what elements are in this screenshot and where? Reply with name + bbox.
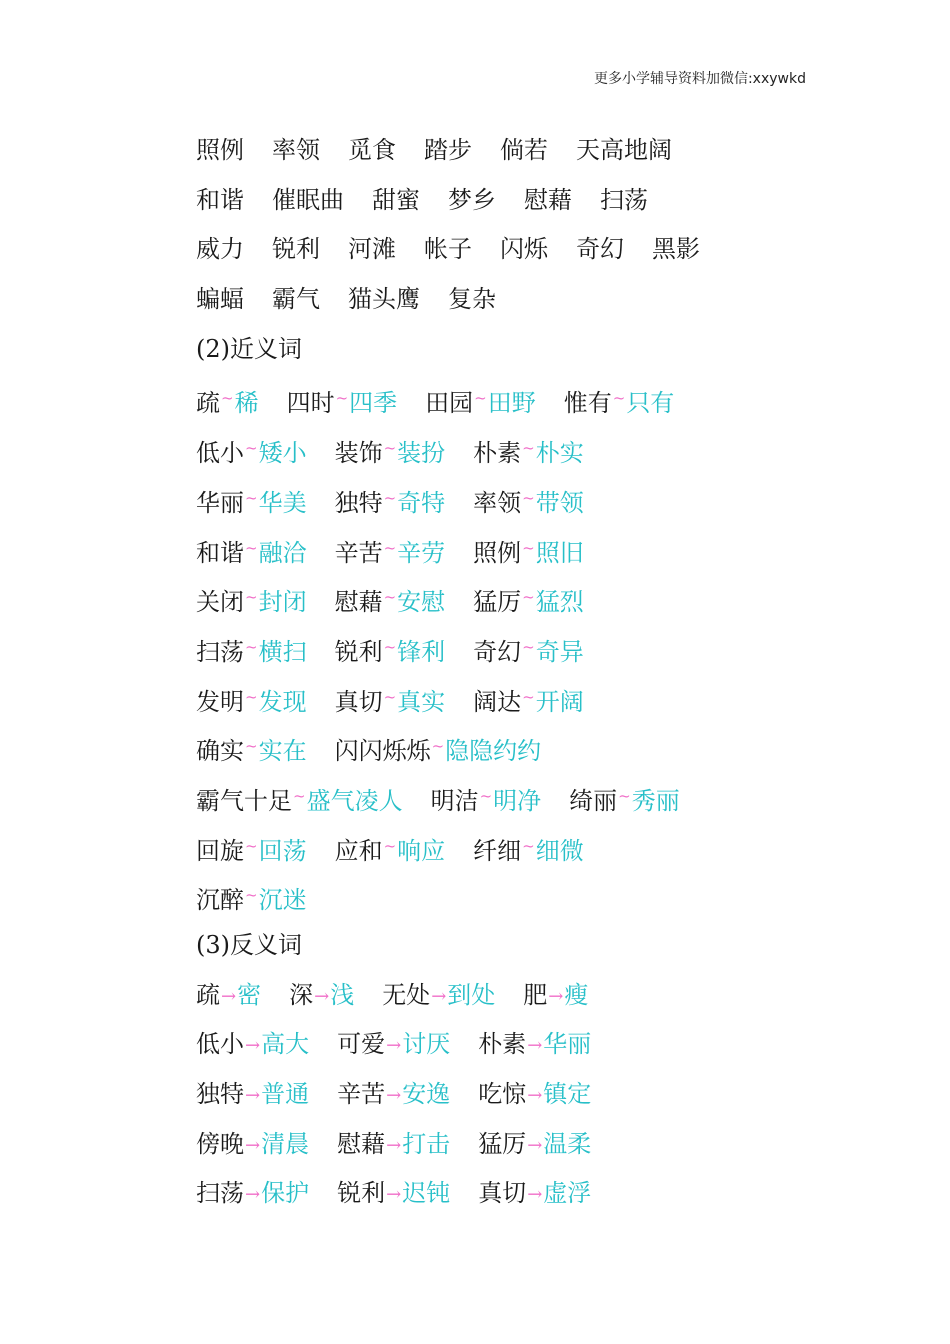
word: 疏 — [196, 980, 220, 1009]
answer-word: 回荡 — [258, 836, 307, 865]
synonym-pair — [196, 822, 307, 877]
word: 应和 — [334, 836, 383, 865]
answer-word: 细微 — [535, 836, 584, 865]
answer-word: 普通 — [261, 1080, 310, 1109]
answer-word: 华丽 — [543, 1030, 592, 1059]
answer-word: 奇异 — [535, 637, 584, 666]
synonym-pair — [569, 772, 680, 827]
synonym-pair — [335, 722, 542, 777]
word: 吃惊 — [478, 1080, 527, 1109]
answer-word: 清晨 — [261, 1129, 310, 1158]
antonym-pair-marker: → — [245, 1134, 261, 1156]
word: 倘若 — [500, 136, 548, 164]
synonym-pair-marker: ~ — [474, 389, 487, 408]
antonym-pair-marker: → — [221, 985, 237, 1007]
antonym-pair-marker: → — [386, 1035, 402, 1057]
synonym-pair-marker: ~ — [383, 538, 397, 557]
word: 和谐 — [196, 185, 244, 214]
word: 傍晚 — [196, 1129, 244, 1158]
answer-word: 打击 — [402, 1129, 451, 1158]
word: 慰藉 — [337, 1129, 386, 1158]
antonym-pair-marker: → — [245, 1085, 261, 1107]
answer-word: 稀 — [234, 389, 259, 418]
word: 扫荡 — [196, 637, 244, 666]
answer-word: 盛气凌人 — [306, 786, 403, 815]
answer-word: 密 — [237, 980, 262, 1009]
synonym-pair — [196, 524, 307, 579]
synonym-pair — [473, 822, 584, 877]
word: 可爱 — [337, 1030, 386, 1059]
answer-word: 发现 — [258, 687, 307, 716]
synonym-pair-marker: ~ — [618, 786, 631, 805]
antonyms-heading: (3)反义词 — [196, 931, 302, 959]
synonym-pair-marker: ~ — [245, 737, 258, 756]
antonym-list — [196, 971, 816, 1219]
answer-word: 迟钝 — [402, 1179, 451, 1208]
antonym-pair-row — [196, 1169, 816, 1219]
answer-word: 融洽 — [258, 538, 307, 567]
synonym-pair — [335, 474, 446, 529]
answer-word: 横扫 — [258, 637, 307, 666]
answer-word: 实在 — [258, 737, 307, 766]
vocabulary-content — [196, 126, 816, 1219]
synonym-pair-marker: ~ — [612, 389, 626, 408]
word: 天高地阔 — [576, 136, 672, 164]
antonym-pair-row — [196, 1120, 816, 1170]
synonym-pair-marker: ~ — [245, 488, 258, 507]
word: 锐利 — [334, 637, 383, 666]
answer-word: 虚浮 — [543, 1179, 592, 1208]
answer-word: 高大 — [261, 1030, 310, 1059]
antonym-pair — [337, 1070, 450, 1121]
synonym-pair — [335, 424, 446, 479]
antonym-pair — [337, 1120, 450, 1171]
word: 照例 — [196, 136, 244, 164]
synonym-pair — [425, 374, 536, 429]
synonym-pair — [473, 424, 584, 479]
synonym-pair — [335, 673, 446, 728]
synonym-pair-marker: ~ — [383, 588, 397, 607]
answer-word: 矮小 — [258, 439, 307, 468]
synonym-pair-marker: ~ — [383, 439, 397, 458]
synonym-pair — [564, 374, 675, 429]
word: 阔达 — [473, 687, 522, 716]
word: 真切 — [334, 687, 383, 716]
synonym-pair-marker: ~ — [335, 389, 349, 408]
antonym-pair — [196, 971, 261, 1022]
synonym-pair-marker: ~ — [245, 886, 258, 905]
word: 催眠曲 — [272, 185, 344, 214]
synonym-pair — [196, 374, 259, 429]
answer-word: 瘦 — [564, 980, 589, 1009]
word-row — [196, 126, 816, 176]
synonym-pair-row — [196, 623, 816, 673]
word: 帐子 — [424, 235, 472, 264]
synonym-pair — [473, 623, 584, 678]
synonym-pair-marker: ~ — [383, 637, 397, 656]
synonym-pair-row — [196, 474, 816, 524]
synonym-pair-marker: ~ — [522, 637, 535, 656]
synonym-pair — [473, 673, 584, 728]
synonym-pair — [196, 474, 307, 529]
synonym-pair — [335, 524, 446, 579]
synonym-pair — [196, 573, 307, 628]
synonym-pair-row — [196, 573, 816, 623]
word: 扫荡 — [600, 185, 648, 214]
word: 慰藉 — [524, 185, 572, 214]
answer-word: 奇特 — [397, 488, 446, 517]
word: 绮丽 — [569, 786, 618, 815]
answer-word: 朴实 — [535, 439, 584, 468]
synonym-pair-row — [196, 673, 816, 723]
answer-word: 辛劳 — [397, 538, 446, 567]
answer-word: 真实 — [397, 687, 446, 716]
antonym-pair — [478, 1120, 591, 1171]
answer-word: 封闭 — [258, 588, 307, 617]
answer-word: 华美 — [258, 488, 307, 517]
antonym-pair-marker: → — [527, 1085, 543, 1107]
synonym-pair-row — [196, 374, 816, 424]
synonym-pair — [431, 772, 542, 827]
word: 奇幻 — [576, 235, 624, 264]
synonym-pair-marker: ~ — [293, 786, 306, 805]
synonym-pair-marker: ~ — [522, 836, 535, 855]
word-row — [196, 176, 816, 226]
answer-word: 秀丽 — [631, 786, 680, 815]
word: 甜蜜 — [372, 185, 420, 214]
synonym-pair-marker: ~ — [383, 687, 397, 706]
synonym-pair — [196, 871, 307, 926]
word: 梦乡 — [448, 185, 496, 214]
synonym-pair-marker: ~ — [245, 637, 258, 656]
antonym-pair-marker: → — [314, 985, 330, 1007]
word: 踏步 — [424, 136, 472, 164]
antonym-pair-marker: → — [245, 1184, 261, 1206]
synonym-pair-marker: ~ — [245, 836, 258, 855]
word: 猛厉 — [473, 588, 522, 617]
answer-word: 安慰 — [397, 588, 446, 617]
antonym-pair — [382, 971, 495, 1022]
antonym-pair-marker: → — [548, 985, 564, 1007]
antonym-pair-row — [196, 971, 816, 1021]
word: 关闭 — [196, 588, 244, 617]
word: 觅食 — [348, 136, 396, 164]
word: 独特 — [334, 488, 383, 517]
antonym-pair-row — [196, 1020, 816, 1070]
synonym-pair-marker: ~ — [245, 439, 258, 458]
synonym-pair — [196, 722, 307, 777]
synonym-pair-marker: ~ — [522, 488, 535, 507]
synonym-pair-row — [196, 722, 816, 772]
word: 霸气十足 — [196, 786, 292, 815]
word: 慰藉 — [334, 588, 383, 617]
synonym-pair-marker: ~ — [245, 538, 258, 557]
synonym-pair-row — [196, 772, 816, 822]
answer-word: 田野 — [487, 389, 536, 418]
synonym-pair-marker: ~ — [245, 687, 258, 706]
answer-word: 讨厌 — [402, 1030, 451, 1059]
antonym-pair-marker: → — [527, 1134, 543, 1156]
antonym-pair — [196, 1169, 309, 1220]
synonym-pair-marker: ~ — [522, 687, 535, 706]
word: 威力 — [196, 235, 244, 264]
word: 装饰 — [334, 439, 383, 468]
word: 无处 — [382, 980, 431, 1009]
word: 惟有 — [563, 389, 612, 418]
antonym-pair-marker: → — [386, 1134, 402, 1156]
word: 低小 — [196, 439, 244, 468]
word: 回旋 — [196, 836, 244, 865]
word: 河滩 — [348, 235, 396, 264]
synonym-pair — [196, 772, 403, 827]
answer-word: 到处 — [447, 980, 496, 1009]
answer-word: 镇定 — [543, 1080, 592, 1109]
synonym-list — [196, 374, 816, 921]
synonym-pair-marker: ~ — [383, 488, 397, 507]
word: 黑影 — [652, 235, 700, 264]
synonym-pair-marker: ~ — [245, 588, 258, 607]
answer-word: 带领 — [535, 488, 584, 517]
antonym-pair — [196, 1070, 309, 1121]
word: 率领 — [473, 488, 522, 517]
word: 沉醉 — [196, 886, 244, 915]
synonym-pair-marker: ~ — [221, 389, 234, 408]
answer-word: 照旧 — [535, 538, 584, 567]
synonym-pair-marker: ~ — [479, 786, 493, 805]
word: 肥 — [523, 980, 548, 1009]
synonym-pair-row — [196, 524, 816, 574]
antonym-pair — [337, 1169, 450, 1220]
word: 猛厉 — [478, 1129, 527, 1158]
antonym-pair — [478, 1169, 591, 1220]
answer-word: 浅 — [330, 980, 355, 1009]
answer-word: 保护 — [261, 1179, 310, 1208]
word: 朴素 — [478, 1030, 527, 1059]
answer-word: 猛烈 — [535, 588, 584, 617]
word: 照例 — [473, 538, 522, 567]
antonym-pair-marker: → — [386, 1085, 402, 1107]
word: 深 — [289, 980, 314, 1009]
word-list — [196, 126, 816, 325]
synonym-pair-marker: ~ — [522, 588, 535, 607]
synonym-pair — [335, 573, 446, 628]
antonym-pair — [523, 971, 588, 1022]
synonym-pair-marker: ~ — [522, 439, 535, 458]
synonym-pair — [335, 623, 446, 678]
synonym-pair — [196, 424, 307, 479]
word: 霸气 — [272, 285, 320, 314]
word: 低小 — [196, 1030, 244, 1059]
synonym-pair-marker: ~ — [383, 836, 397, 855]
word: 猫头鹰 — [348, 285, 420, 314]
synonym-pair-marker: ~ — [431, 737, 445, 756]
antonym-pair-row — [196, 1070, 816, 1120]
answer-word: 锋利 — [397, 637, 446, 666]
word: 真切 — [478, 1179, 527, 1208]
word: 田园 — [425, 389, 474, 418]
word-row — [196, 275, 816, 325]
answer-word: 装扮 — [397, 439, 446, 468]
word: 奇幻 — [473, 637, 522, 666]
synonym-pair — [473, 474, 584, 529]
answer-word: 只有 — [626, 389, 675, 418]
word: 闪烁 — [500, 235, 548, 264]
synonym-pair — [196, 623, 307, 678]
word: 发明 — [196, 687, 244, 716]
word: 蝙蝠 — [196, 285, 244, 314]
word: 率领 — [272, 136, 320, 164]
synonym-pair — [287, 374, 398, 429]
synonym-pair-row — [196, 424, 816, 474]
antonym-pair — [196, 1120, 309, 1171]
antonym-pair — [337, 1020, 450, 1071]
word: 独特 — [196, 1080, 244, 1109]
word: 闪闪烁烁 — [334, 737, 431, 766]
synonyms-heading: (2)近义词 — [196, 334, 302, 363]
word: 确实 — [196, 737, 244, 766]
answer-word: 明净 — [493, 786, 542, 815]
word: 朴素 — [473, 439, 522, 468]
answer-word: 四季 — [349, 389, 398, 418]
antonym-pair-marker: → — [527, 1184, 543, 1206]
synonym-pair — [196, 673, 307, 728]
answer-word: 温柔 — [543, 1129, 592, 1158]
antonym-pair-marker: → — [386, 1184, 402, 1206]
word: 复杂 — [448, 285, 496, 314]
synonym-pair — [473, 524, 584, 579]
antonym-pair — [478, 1020, 591, 1071]
answer-word: 隐隐约约 — [445, 737, 542, 766]
answer-word: 开阔 — [535, 687, 584, 716]
header-note: 更多小学辅导资料加微信:xxywkd — [593, 71, 806, 87]
antonym-pair — [196, 1020, 309, 1071]
word: 疏 — [196, 389, 220, 418]
word: 辛苦 — [334, 538, 383, 567]
antonym-pair-marker: → — [431, 985, 447, 1007]
word: 锐利 — [337, 1179, 386, 1208]
word: 和谐 — [196, 538, 244, 567]
answer-word: 响应 — [397, 836, 446, 865]
antonym-pair — [478, 1070, 591, 1121]
word: 辛苦 — [337, 1080, 386, 1109]
word: 四时 — [286, 389, 335, 418]
word: 扫荡 — [196, 1179, 244, 1208]
answer-word: 沉迷 — [258, 886, 307, 915]
word: 纤细 — [473, 836, 522, 865]
word: 锐利 — [272, 235, 320, 264]
synonym-pair-row — [196, 871, 816, 921]
word-row — [196, 225, 816, 275]
word: 明洁 — [430, 786, 479, 815]
antonym-pair — [289, 971, 354, 1022]
word: 华丽 — [196, 488, 244, 517]
antonym-pair-marker: → — [527, 1035, 543, 1057]
antonym-pair-marker: → — [245, 1035, 261, 1057]
synonym-pair-marker: ~ — [522, 538, 535, 557]
synonym-pair-row — [196, 822, 816, 872]
synonym-pair — [335, 822, 446, 877]
answer-word: 安逸 — [402, 1080, 451, 1109]
synonym-pair — [473, 573, 584, 628]
